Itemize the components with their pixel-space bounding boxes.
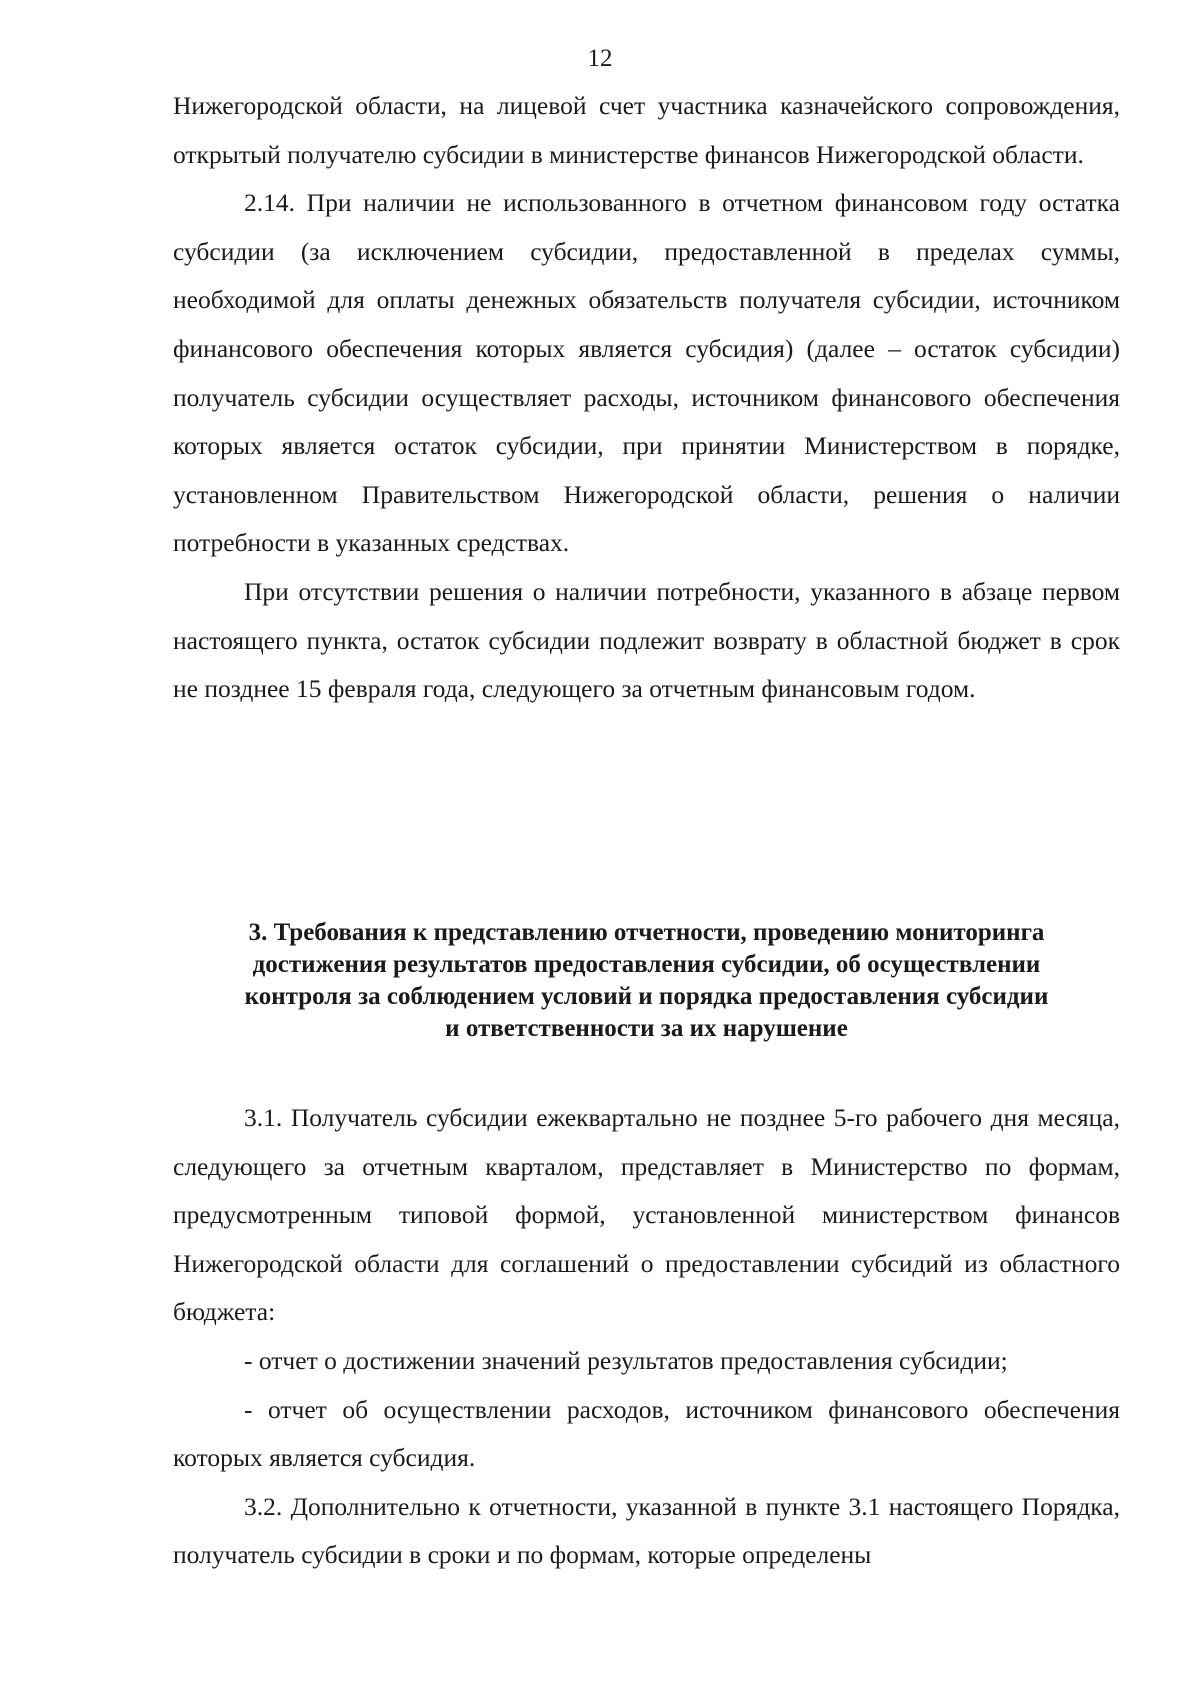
paragraph-account-continuation: Нижегородской области, на лицевой счет участника казначейского сопровождения, открытый получателю субсидии в министерстве финансов Нижегородской области. — [173, 91, 1120, 169]
heading-line: 3. Требования к представлению отчетности, проведению мониторинга — [248, 919, 1045, 946]
paragraph-refund-rule: При отсутствии решения о наличии потребности, указанного в абзаце первом настоящего пункта, остаток субсидии подлежит возврату в областной бюджет в срок не позднее 15 февраля года, следующего за отчетным финансовым годом. — [173, 576, 1120, 704]
heading-line: контроля за соблюдением условий и порядка предоставления субсидии — [244, 983, 1049, 1010]
heading-line: и ответственности за их нарушение — [445, 1015, 848, 1042]
paragraph-2-14: 2.14. При наличии не использованного в отчетном финансовом году остатка субсидии (за исключением субсидии, предоставленной в пределах суммы, необходимой для оплаты денежных обязательств получателя субсидии, источником финансового обеспечения которых является субсидия) (далее – остаток субсидии) получатель субсидии осуществляет расходы, источником финансового обеспечения которых является остаток субсидии, при принятии Министерством в порядке, установленном Правительством Нижегородской области, решения о наличии потребности в указанных средствах. — [173, 188, 1120, 558]
page-number: 12 — [587, 45, 613, 72]
body-text-lower — [173, 1094, 1120, 1580]
list-item-expenses-report: - отчет об осуществлении расходов, источником финансового обеспечения которых является субсидия. — [173, 1394, 1120, 1473]
body-text-upper — [173, 82, 1120, 714]
section-3-heading — [173, 917, 1120, 1045]
paragraph-3-1: 3.1. Получатель субсидии ежеквартально не позднее 5-го рабочего дня месяца, следующего за отчетным кварталом, представляет в Министерство по формам, предусмотренным типовой формой, установленной министерством финансов Нижегородской области для соглашений о предоставлении субсидий из областного бюджета: — [173, 1103, 1120, 1327]
paragraph-3-2: 3.2. Дополнительно к отчетности, указанной в пункте 3.1 настоящего Порядка, получатель субсидии в сроки и по формам, которые определены — [173, 1491, 1120, 1570]
heading-line: достижения результатов предоставления субсидии, об осуществлении — [252, 951, 1041, 978]
list-item-results-report: - отчет о достижении значений результатов предоставления субсидии; — [244, 1345, 1008, 1375]
